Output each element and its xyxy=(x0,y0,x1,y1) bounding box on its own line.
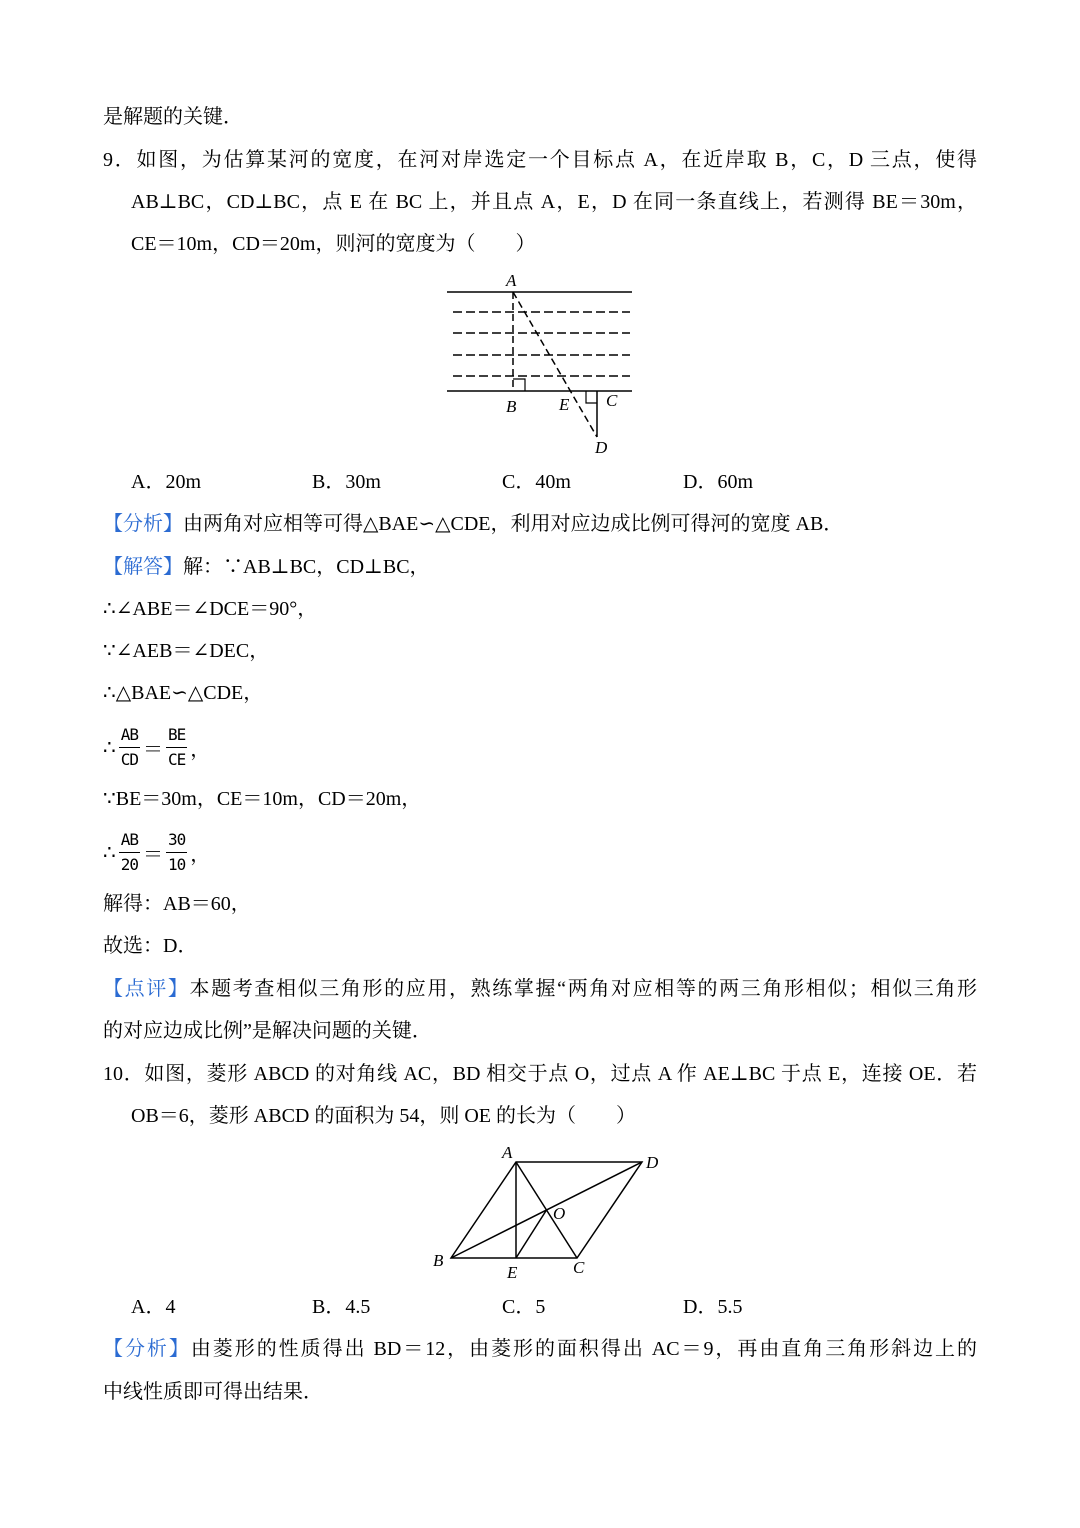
label-e: E xyxy=(559,395,570,414)
q9-option-b: B．30m xyxy=(312,471,381,493)
label-e: E xyxy=(507,1263,518,1282)
comment-text: 本题考查相似三角形的应用，熟练掌握“两角对应相等的两三角形相似；相似三角形 xyxy=(189,978,977,1000)
solution-text: 解：∵AB⊥BC，CD⊥BC， xyxy=(183,556,430,578)
q9-result: 解得：AB＝60， xyxy=(103,893,251,915)
denominator: 20 xyxy=(120,854,138,874)
analysis-text: 由两角对应相等可得△BAE∽△CDE，利用对应边成比例可得河的宽度 AB． xyxy=(183,513,844,535)
q9-solution-line-2: ∴∠ABE＝∠DCE＝90°， xyxy=(103,598,318,620)
numerator: BE xyxy=(166,724,187,748)
q9-solution-line-3: ∵∠AEB＝∠DEC， xyxy=(103,640,270,662)
label-o: O xyxy=(553,1204,566,1223)
q10-rhombus-figure xyxy=(425,1140,665,1285)
analysis-text: 由菱形的性质得出 BD＝12，由菱形的面积得出 AC＝9，再由直角三角形斜边上的 xyxy=(190,1338,977,1360)
numerator: AB xyxy=(119,724,140,748)
label-d: D xyxy=(646,1153,659,1172)
label-a: A xyxy=(506,271,517,290)
previous-question-tail: 是解题的关键． xyxy=(103,106,243,128)
q9-ratio-line-1 xyxy=(103,721,210,773)
numerator: AB xyxy=(119,829,140,853)
equals-sign: ＝ xyxy=(143,843,163,866)
q9-solution-line-1 xyxy=(103,553,430,581)
q10-option-a: A．4 xyxy=(131,1296,176,1318)
label-c: C xyxy=(573,1258,585,1277)
q10-option-b: B．4.5 xyxy=(312,1296,371,1318)
solution-tag: 【解答】 xyxy=(103,556,183,578)
denominator: CE xyxy=(168,749,186,769)
numerator: 30 xyxy=(166,829,187,853)
analysis-tag: 【分析】 xyxy=(103,513,183,535)
label-b: B xyxy=(433,1251,444,1270)
right-angle-mark-c xyxy=(586,391,597,403)
equals-sign: ＝ xyxy=(143,738,163,761)
q9-comment-line-2: 的对应边成比例”是解决问题的关键． xyxy=(103,1020,432,1042)
q9-ratio-line-2 xyxy=(103,826,210,878)
q9-river-figure xyxy=(440,265,640,455)
q10-option-c: C．5 xyxy=(502,1296,546,1318)
segment-ad xyxy=(513,292,597,437)
fraction xyxy=(166,724,187,771)
fraction xyxy=(166,829,187,876)
q10-analysis-line-1 xyxy=(103,1335,977,1363)
comma: ， xyxy=(190,738,211,761)
q10-analysis-line-2: 中线性质即可得出结果． xyxy=(103,1381,323,1403)
denominator: CD xyxy=(120,749,138,769)
fraction xyxy=(119,829,140,876)
q9-analysis xyxy=(103,510,843,538)
label-c: C xyxy=(606,391,618,410)
label-b: B xyxy=(506,397,517,416)
right-angle-mark-b xyxy=(513,379,525,391)
q9-stem-line-2: AB⊥BC，CD⊥BC，点 E 在 BC 上，并且点 A，E，D 在同一条直线上，若测得 BE＝30m， xyxy=(131,191,977,213)
denominator: 10 xyxy=(168,854,186,874)
fraction xyxy=(119,724,140,771)
q9-solution-line-4: ∴△BAE∽△CDE， xyxy=(103,682,264,704)
q9-comment-line-1 xyxy=(103,975,977,1003)
q10-stem-line-2: OB＝6，菱形 ABCD 的面积为 54，则 OE 的长为（ ） xyxy=(131,1105,637,1127)
comment-tag: 【点评】 xyxy=(103,978,190,1000)
q10-stem-line-1: 10．如图，菱形 ABCD 的对角线 AC，BD 相交于点 O，过点 A 作 AE⊥BC 于点 E，连接 OE．若 xyxy=(103,1063,977,1085)
q9-option-d: D．60m xyxy=(683,471,753,493)
q9-stem-line-3: CE＝10m，CD＝20m，则河的宽度为（ ） xyxy=(131,233,536,255)
q9-option-a: A．20m xyxy=(131,471,201,493)
analysis-tag: 【分析】 xyxy=(103,1338,191,1360)
q9-given-values: ∵BE＝30m，CE＝10m，CD＝20m， xyxy=(103,788,422,810)
q9-stem-line-1: 9．如图，为估算某河的宽度，在河对岸选定一个目标点 A，在近岸取 B，C，D 三点，使得 xyxy=(103,149,977,171)
therefore-symbol: ∴ xyxy=(103,841,116,864)
q9-option-c: C．40m xyxy=(502,471,571,493)
q9-choice: 故选：D． xyxy=(103,935,198,957)
therefore-symbol: ∴ xyxy=(103,736,116,759)
comma: ， xyxy=(190,843,211,866)
q10-option-d: D．5.5 xyxy=(683,1296,743,1318)
label-d: D xyxy=(595,438,608,457)
label-a: A xyxy=(502,1143,513,1162)
